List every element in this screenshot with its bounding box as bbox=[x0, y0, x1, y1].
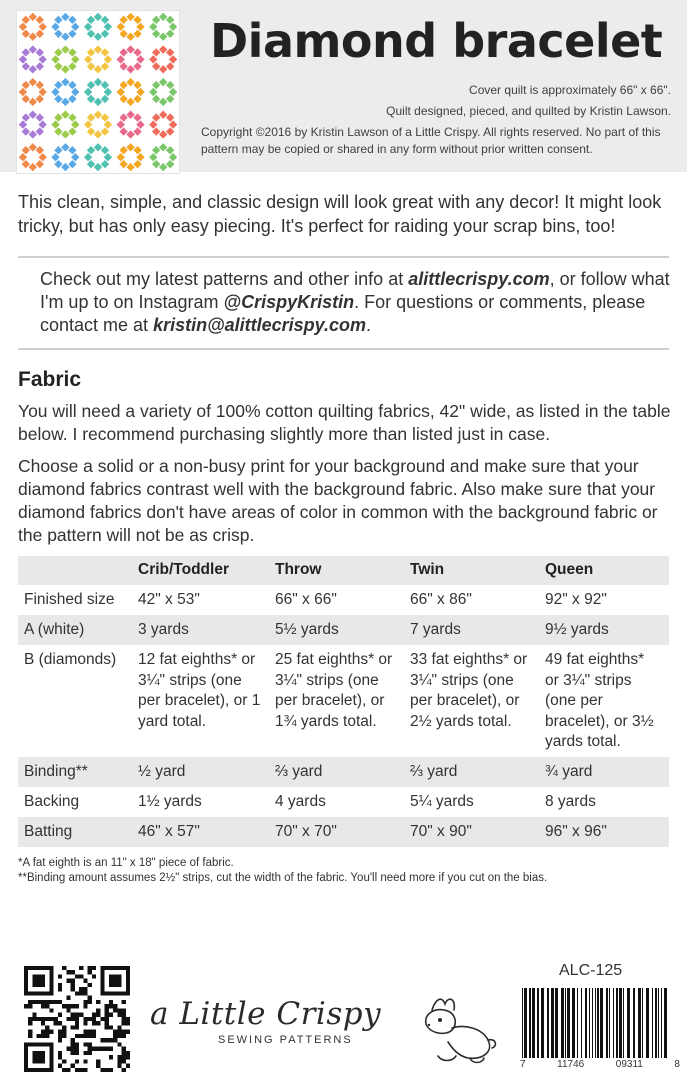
pattern-title: Diamond bracelet bbox=[210, 14, 663, 68]
size-note: Cover quilt is approximately 66" x 66". bbox=[469, 83, 671, 97]
contact-paragraph: Check out my latest patterns and other info at alittlecrispy.com, or follow what I'm up to on Instagram @CrispyKristin. For questions or comments, please contact me at kristin@alittlecrispy.com. bbox=[40, 269, 670, 335]
table-row: Batting 46" x 57" 70" x 70" 70" x 90" 96" x 96" bbox=[18, 817, 669, 847]
fabric-paragraph-1: You will need a variety of 100% cotton quilting fabrics, 42" wide, as listed in the table below. I recommend purchasing slightly more than listed just in case. bbox=[18, 401, 671, 444]
fat-eighth-note: *A fat eighth is an 11" x 18" piece of fabric. bbox=[18, 857, 234, 869]
fabric-heading: Fabric bbox=[18, 368, 82, 391]
fabric-requirements-table bbox=[18, 556, 669, 847]
divider-top bbox=[18, 256, 669, 258]
copyright-notice: Copyright ©2016 by Kristin Lawson of a Little Crispy. All rights reserved. No part of this pattern may be copied or shared in any form without prior written consent. bbox=[201, 125, 661, 156]
col-queen: Queen bbox=[545, 561, 594, 578]
table-row: A (white) 3 yards 5½ yards 7 yards 9½ yards bbox=[18, 615, 669, 645]
pattern-meta bbox=[201, 82, 671, 162]
logo-wordmark: a Little Crispy bbox=[150, 996, 382, 1032]
col-crib-toddler: Crib/Toddler bbox=[138, 561, 229, 578]
product-sku: ALC-125 bbox=[559, 962, 623, 979]
table-row: Finished size 42" x 53" 66" x 66" 66" x 86" 92" x 92" bbox=[24, 591, 607, 608]
brand-logo bbox=[150, 996, 381, 1046]
table-header-row bbox=[18, 556, 669, 585]
barcode-icon bbox=[520, 988, 670, 1058]
col-throw: Throw bbox=[275, 561, 322, 578]
instagram-handle[interactable]: @CrispyKristin bbox=[223, 292, 355, 312]
table-row: Backing 1½ yards 4 yards 5¼ yards 8 yards bbox=[24, 792, 596, 810]
fabric-paragraph-2: Choose a solid or a non-busy print for your background and make sure that your diamond fabrics contrast well with the background fabric. Also make sure that your diamond fabrics don't have areas of color in common with the background fabric or the pattern will not be as crisp. bbox=[18, 456, 658, 545]
col-twin: Twin bbox=[410, 561, 445, 578]
table-row: B (diamonds) 12 fat eighths* or 3¼" strips (one per bracelet), or 1 yard total. 25 fat eighths* or 3¼" strips (one per bracelet), or 1¾ yards total. 33 fat eighths* or 3¼" strips (one per bracelet), or 2½ yards total. 49 fat eighths* or 3¼" strips (one per bracelet), or 3½ yards total. bbox=[24, 651, 654, 750]
barcode-digits: 7 11746 09311 8 bbox=[520, 1059, 680, 1070]
logo-subtitle: SEWING PATTERNS bbox=[218, 1034, 353, 1046]
intro-paragraph: This clean, simple, and classic design will look great with any decor! It might look tricky, but has only easy piecing. It's perfect for raiding your scrap bins, too! bbox=[18, 192, 662, 236]
table-row: Binding** ½ yard ⅔ yard ⅔ yard ¾ yard bbox=[18, 757, 669, 787]
designer-credit: Quilt designed, pieced, and quilted by Kristin Lawson. bbox=[386, 104, 671, 118]
bunny-logo-icon bbox=[412, 990, 504, 1068]
divider-bottom bbox=[18, 348, 669, 350]
footnotes bbox=[18, 856, 547, 886]
binding-note: **Binding amount assumes 2½" strips, cut the width of the fabric. You'll need more if you cut on the bias. bbox=[18, 872, 548, 884]
qr-code-icon[interactable] bbox=[24, 966, 130, 1072]
website-link[interactable]: alittlecrispy.com bbox=[408, 269, 550, 289]
email-link[interactable]: kristin@alittlecrispy.com bbox=[153, 315, 367, 335]
cover-quilt-image bbox=[16, 10, 180, 174]
